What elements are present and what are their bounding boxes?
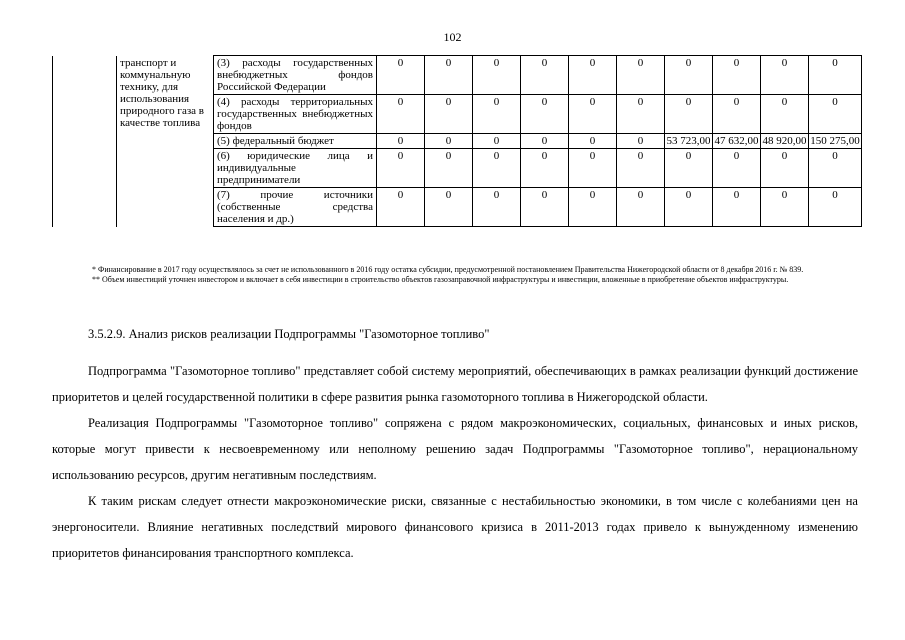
value-cell: 0 — [617, 188, 665, 227]
value-cell: 0 — [377, 95, 425, 134]
value-cell: 0 — [425, 95, 473, 134]
value-cell: 0 — [521, 188, 569, 227]
value-cell: 0 — [713, 56, 761, 95]
source-cell: (4) расходы территориальных государственных внебюджетных фондов — [214, 95, 377, 134]
value-cell: 0 — [809, 56, 862, 95]
paragraph: Реализация Подпрограммы "Газомоторное топливо" сопряжена с рядом макроэкономических, социальных, финансовых и иных рисков, которые могут привести к несвоевременному или неполному решению задач Подпрограммы "Газомоторное топливо", нерациональному использованию ресурсов, другим негативным последствиям. — [52, 416, 858, 482]
value-cell: 0 — [521, 149, 569, 188]
value-cell: 0 — [473, 149, 521, 188]
value-cell: 0 — [617, 95, 665, 134]
source-cell: (6) юридические лица и индивидуальные предприниматели — [214, 149, 377, 188]
value-cell: 0 — [377, 134, 425, 149]
value-cell: 0 — [665, 188, 713, 227]
value-cell: 0 — [473, 95, 521, 134]
value-cell: 0 — [569, 188, 617, 227]
paragraph: Подпрограмма "Газомоторное топливо" представляет собой систему мероприятий, обеспечивающих в рамках реализации функций достижение приоритетов и целей государственной политики в сфере развития рынка газомоторного топлива в Нижегородской области. — [52, 364, 858, 404]
value-cell: 0 — [521, 56, 569, 95]
footnote-2: ** Объем инвестиций уточнен инвестором и включает в себя инвестиции в строительство объектов газозаправочной инфраструктуры и инвестиции, вложенные в приобретение объектов инфраструктуры. — [92, 275, 789, 284]
value-cell: 0 — [761, 56, 809, 95]
value-cell: 0 — [761, 95, 809, 134]
footnote-1: * Финансирование в 2017 году осуществлялось за счет не использованного в 2016 году остатка субсидии, предусмотренной постановлением Правительства Нижегородской области от 8 декабря 2016 г. № 839. — [92, 265, 804, 274]
empty-number-cell — [53, 56, 117, 227]
value-cell: 0 — [809, 149, 862, 188]
financing-table — [52, 55, 862, 227]
source-cell: (5) федеральный бюджет — [214, 134, 377, 149]
value-cell: 0 — [377, 149, 425, 188]
value-cell: 0 — [569, 95, 617, 134]
paragraph: К таким рискам следует отнести макроэкономические риски, связанные с нестабильностью экономики, в том числе с колебаниями цен на энергоносители. Влияние негативных последствий мирового финансового кризиса в 2011-2013 годах привело к вынужденному изменению приоритетов финансирования транспортного комплекса. — [52, 494, 858, 560]
value-cell: 0 — [377, 56, 425, 95]
value-cell: 0 — [761, 149, 809, 188]
page-number: 102 — [443, 30, 462, 44]
value-cell: 0 — [473, 134, 521, 149]
section-heading: 3.5.2.9. Анализ рисков реализации Подпрограммы "Газомоторное топливо" — [88, 327, 490, 341]
value-cell: 0 — [617, 56, 665, 95]
value-cell: 0 — [569, 56, 617, 95]
value-cell: 0 — [425, 56, 473, 95]
value-cell: 0 — [617, 134, 665, 149]
value-cell: 0 — [761, 188, 809, 227]
source-cell: (7) прочие источники (собственные средства населения и др.) — [214, 188, 377, 227]
direction-cell: транспорт и коммунальную технику, для использования природного газа в качестве топлива — [117, 56, 214, 227]
value-cell: 53 723,00 — [666, 135, 711, 147]
value-cell: 0 — [473, 188, 521, 227]
value-cell: 0 — [665, 95, 713, 134]
value-cell: 0 — [425, 134, 473, 149]
value-cell: 0 — [713, 149, 761, 188]
source-cell: (3) расходы государственных внебюджетных фондов Российской Федерации — [214, 56, 377, 95]
value-cell: 0 — [713, 188, 761, 227]
value-cell: 0 — [665, 149, 713, 188]
value-cell: 0 — [425, 149, 473, 188]
value-cell: 0 — [569, 134, 617, 149]
value-cell: 150 275,00 — [810, 135, 860, 147]
value-cell: 0 — [521, 134, 569, 149]
value-cell: 0 — [521, 95, 569, 134]
value-cell: 0 — [713, 95, 761, 134]
table-row — [53, 56, 862, 95]
footnotes — [52, 265, 858, 285]
value-cell: 0 — [425, 188, 473, 227]
value-cell: 0 — [377, 188, 425, 227]
value-cell: 47 632,00 — [714, 135, 759, 147]
value-cell: 0 — [473, 56, 521, 95]
value-cell: 0 — [665, 56, 713, 95]
value-cell: 0 — [809, 95, 862, 134]
body-text — [52, 358, 858, 566]
value-cell: 0 — [569, 149, 617, 188]
value-cell: 0 — [809, 188, 862, 227]
value-cell: 0 — [617, 149, 665, 188]
value-cell: 48 920,00 — [762, 135, 807, 147]
